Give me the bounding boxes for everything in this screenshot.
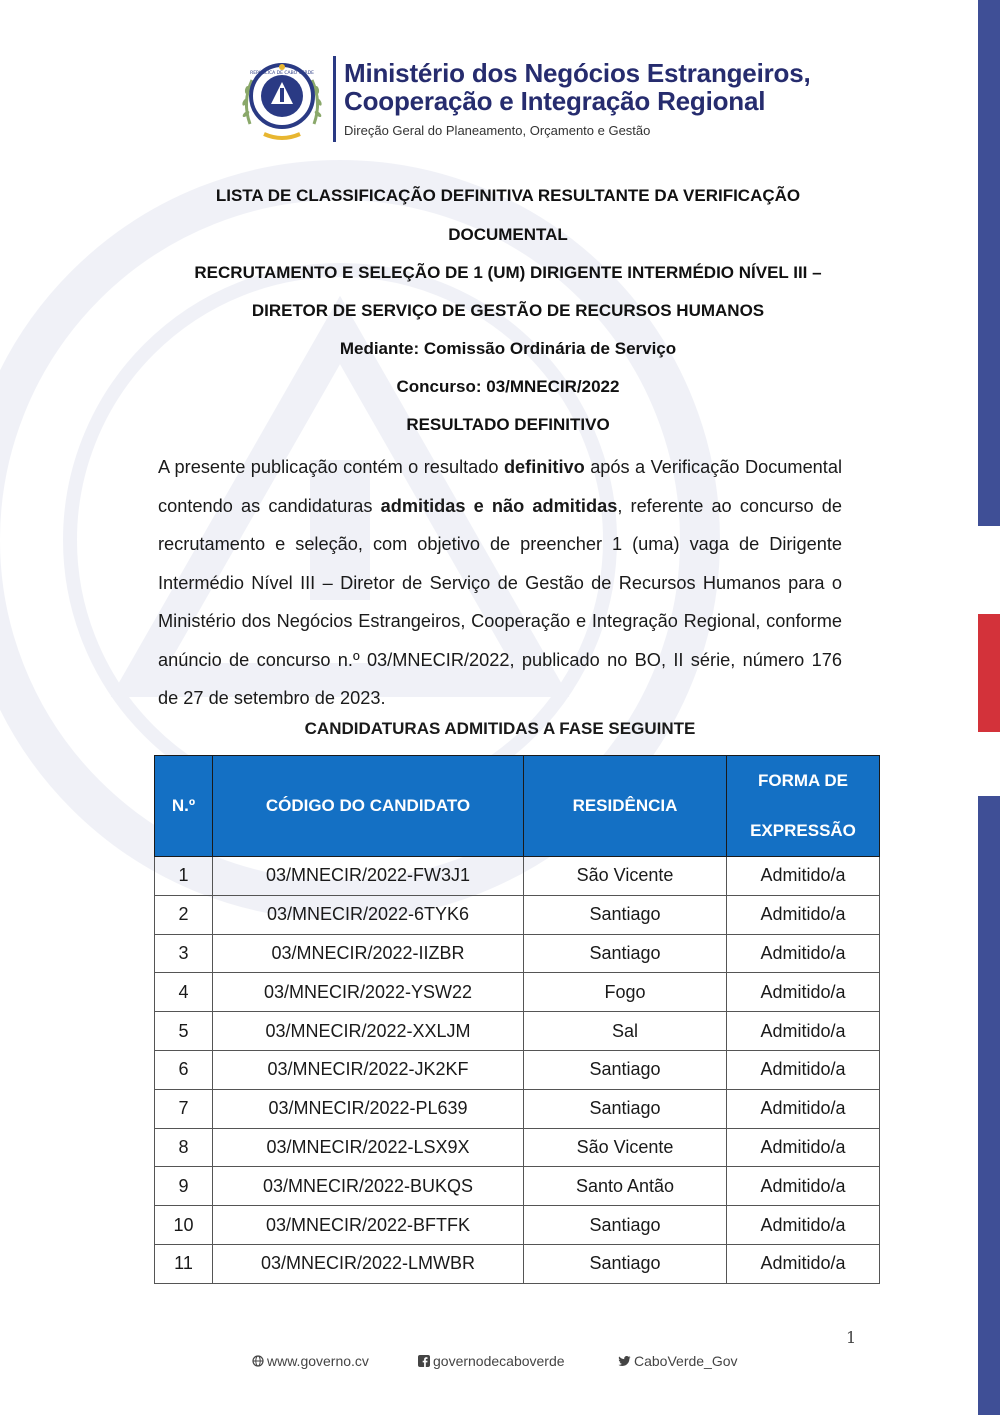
row-number: 9 (155, 1167, 213, 1206)
table-row (155, 895, 880, 934)
side-bar-blue-top (978, 0, 1000, 526)
residence: Santiago (524, 1244, 727, 1283)
table-row (155, 1128, 880, 1167)
status: Admitido/a (727, 857, 880, 896)
row-number: 3 (155, 934, 213, 973)
candidate-code: 03/MNECIR/2022-BUKQS (213, 1167, 524, 1206)
residence: Santiago (524, 1089, 727, 1128)
header-number: N.º (155, 756, 213, 857)
row-number: 6 (155, 1050, 213, 1089)
facebook-icon (418, 1355, 430, 1367)
candidate-code: 03/MNECIR/2022-LMWBR (213, 1244, 524, 1283)
document-title-line2: DOCUMENTAL (448, 225, 568, 244)
status: Admitido/a (727, 973, 880, 1012)
candidate-code: 03/MNECIR/2022-PL639 (213, 1089, 524, 1128)
table-row (155, 857, 880, 896)
candidate-code: 03/MNECIR/2022-FW3J1 (213, 857, 524, 896)
residence: Santiago (524, 895, 727, 934)
status: Admitido/a (727, 1089, 880, 1128)
cabo-verde-seal-logo (236, 54, 328, 146)
candidates-table (154, 755, 880, 1284)
row-number: 5 (155, 1012, 213, 1051)
residence: Santiago (524, 1206, 727, 1245)
residence: Santiago (524, 1050, 727, 1089)
table-row (155, 1206, 880, 1245)
candidate-code: 03/MNECIR/2022-6TYK6 (213, 895, 524, 934)
row-number: 4 (155, 973, 213, 1012)
residence: São Vicente (524, 857, 727, 896)
ministry-name-line1: Ministério dos Negócios Estrangeiros, (344, 58, 811, 88)
candidate-code: 03/MNECIR/2022-YSW22 (213, 973, 524, 1012)
side-bar-blue-bottom (978, 796, 1000, 1415)
document-title-line1: LISTA DE CLASSIFICAÇÃO DEFINITIVA RESULTANTE DA VERIFICAÇÃO (215, 186, 801, 205)
status: Admitido/a (727, 895, 880, 934)
footer-website[interactable] (252, 1353, 369, 1369)
table-row (155, 973, 880, 1012)
status: Admitido/a (727, 1050, 880, 1089)
row-number: 7 (155, 1089, 213, 1128)
row-number: 10 (155, 1206, 213, 1245)
residence: São Vicente (524, 1128, 727, 1167)
footer-facebook-text: governodecaboverde (433, 1353, 565, 1369)
table-row (155, 1012, 880, 1051)
contest-number: Concurso: 03/MNECIR/2022 (396, 377, 620, 396)
globe-icon (252, 1355, 264, 1367)
table-row (155, 1244, 880, 1283)
seal-text: REPÚBLICA DE CABO VERDE (250, 71, 314, 76)
residence: Santo Antão (524, 1167, 727, 1206)
intro-paragraph: A presente publicação contém o resultado definitivo após a Verificação Documental contendo as candidaturas admitidas e não admitidas, referente ao concurso de recrutamento e seleção, com objetivo de preencher 1 (uma) vaga de Dirigente Intermédio Nível III – Diretor de Serviço de Gestão de Recursos Humanos para o Ministério dos Negócios Estrangeiros, Cooperação e Integração Regional, conforme anúncio de concurso n.º 03/MNECIR/2022, publicado no BO, II série, número 176 de 27 de setembro de 2023. (158, 457, 843, 708)
row-number: 8 (155, 1128, 213, 1167)
result-heading: RESULTADO DEFINITIVO (406, 415, 610, 434)
side-bar-red (978, 614, 1000, 732)
candidate-code: 03/MNECIR/2022-LSX9X (213, 1128, 524, 1167)
intro-bold-admitted: admitidas e não admitidas (380, 495, 618, 516)
footer-facebook[interactable] (418, 1353, 565, 1369)
status: Admitido/a (727, 1128, 880, 1167)
residence: Santiago (524, 934, 727, 973)
modality-line: Mediante: Comissão Ordinária de Serviço (339, 339, 677, 358)
table-header-row (155, 756, 880, 857)
twitter-icon (618, 1355, 631, 1367)
ministry-name-line2: Cooperação e Integração Regional (344, 86, 766, 116)
header-residence: RESIDÊNCIA (524, 756, 727, 857)
table-row (155, 1167, 880, 1206)
table-row (155, 934, 880, 973)
header-divider (333, 56, 336, 142)
table-row (155, 1050, 880, 1089)
table-row (155, 1089, 880, 1128)
table-heading: CANDIDATURAS ADMITIDAS A FASE SEGUINTE (304, 719, 696, 738)
footer-website-text: www.governo.cv (267, 1353, 369, 1369)
status: Admitido/a (727, 934, 880, 973)
document-title-line4: DIRETOR DE SERVIÇO DE GESTÃO DE RECURSOS HUMANOS (251, 301, 765, 320)
status: Admitido/a (727, 1244, 880, 1283)
page-number: 1 (846, 1328, 857, 1347)
status: Admitido/a (727, 1012, 880, 1051)
residence: Sal (524, 1012, 727, 1051)
header-expression-form: FORMA DE EXPRESSÃO (727, 756, 880, 857)
candidate-code: 03/MNECIR/2022-JK2KF (213, 1050, 524, 1089)
residence: Fogo (524, 973, 727, 1012)
status: Admitido/a (727, 1167, 880, 1206)
row-number: 2 (155, 895, 213, 934)
directorate-name: Direção Geral do Planeamento, Orçamento e Gestão (344, 123, 651, 138)
intro-bold-definitive: definitivo (503, 457, 585, 477)
status: Admitido/a (727, 1206, 880, 1245)
candidate-code: 03/MNECIR/2022-XXLJM (213, 1012, 524, 1051)
footer-twitter-text: CaboVerde_Gov (634, 1353, 738, 1369)
candidate-code: 03/MNECIR/2022-BFTFK (213, 1206, 524, 1245)
header-candidate-code: CÓDIGO DO CANDIDATO (213, 756, 524, 857)
row-number: 11 (155, 1244, 213, 1283)
document-title-line3: RECRUTAMENTO E SELEÇÃO DE 1 (UM) DIRIGENTE INTERMÉDIO NÍVEL III – (194, 263, 822, 282)
footer-twitter[interactable] (618, 1353, 738, 1369)
row-number: 1 (155, 857, 213, 896)
candidate-code: 03/MNECIR/2022-IIZBR (213, 934, 524, 973)
